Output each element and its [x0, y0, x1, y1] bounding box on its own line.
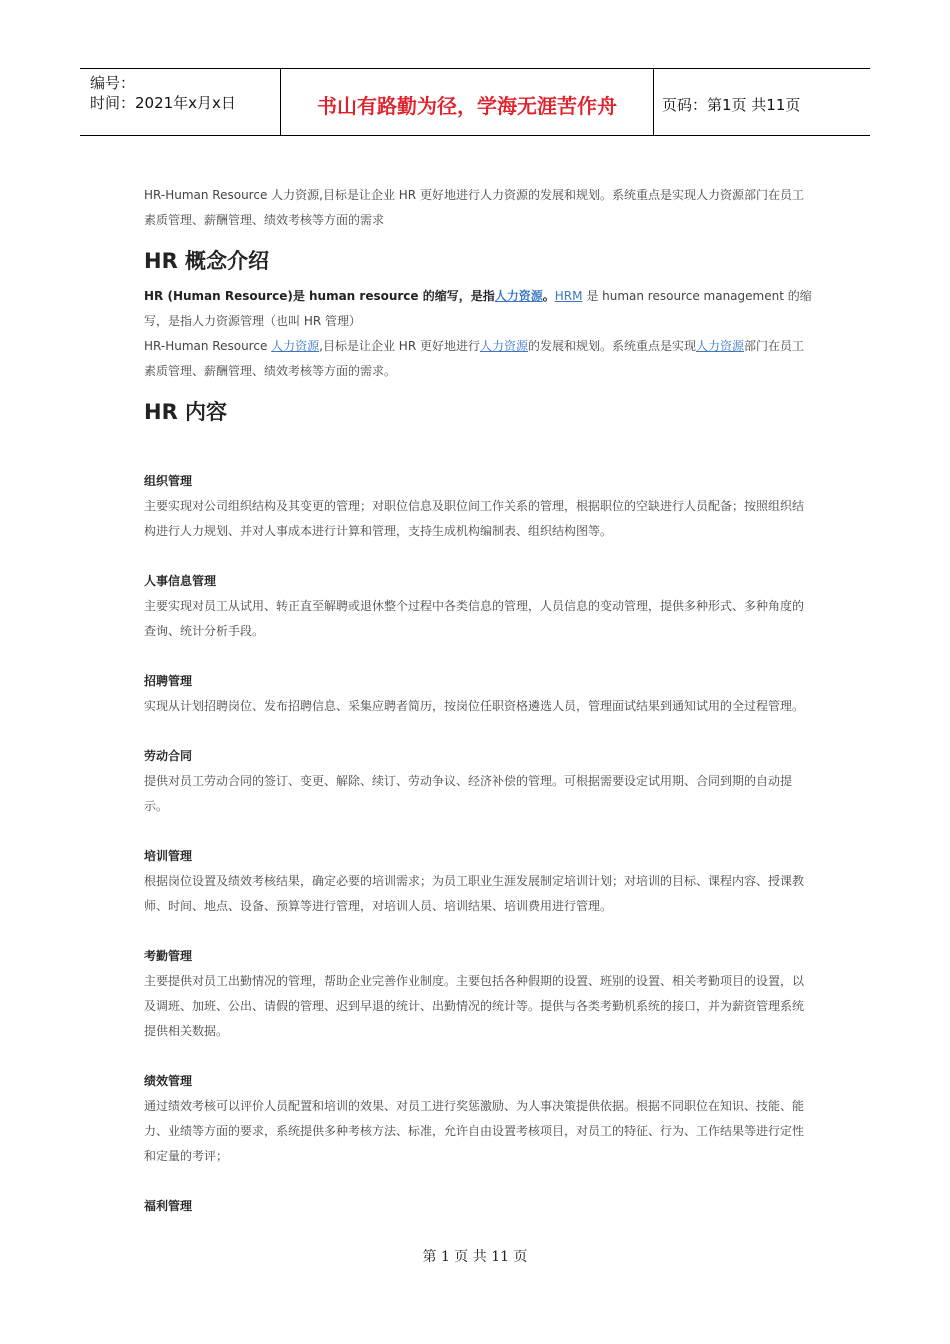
section-training [144, 844, 812, 919]
section-text: 提供对员工劳动合同的签订、变更、解除、续订、劳动争议、经济补偿的管理。可根据需要设定试用期、合同到期的自动提示。 [144, 774, 793, 813]
section-text: 主要实现对公司组织结构及其变更的管理；对职位信息及职位间工作关系的管理，根据职位的空缺进行人员配备；按照组织结构进行人力规划、并对人事成本进行计算和管理，支持生成机构编制表、组织结构图等。 [144, 499, 805, 538]
section-text: 主要提供对员工出勤情况的管理，帮助企业完善作业制度。主要包括各种假期的设置、班别的设置、相关考勤项目的设置，以及调班、加班、公出、请假的管理、迟到早退的统计、出勤情况的统计等。提供与各类考勤机系统的接口，并为薪资管理系统提供相关数据。 [144, 974, 805, 1038]
concept-rest-text: 是 human resource management 的缩写，是指人力资源管理（也叫 HR 管理） [144, 289, 812, 328]
concept-bold-text: HR (Human Resource)是 human resource 的缩写，是指 [144, 289, 495, 303]
section-recruitment [144, 669, 812, 719]
section-attendance [144, 944, 812, 1044]
section-org-management [144, 469, 812, 544]
document-body [144, 183, 812, 1244]
concept-paragraph-2 [144, 334, 812, 384]
header-motto: 书山有路勤为径，学海无涯苦作舟 [281, 69, 654, 135]
section-personnel-info [144, 569, 812, 644]
concept-p2-text-b: ,目标是让企业 HR 更好地进行 [319, 339, 480, 353]
concept-bold-period: 。 [542, 289, 555, 303]
section-title: 组织管理 [144, 474, 193, 488]
section-text: 根据岗位设置及绩效考核结果，确定必要的培训需求；为员工职业生涯发展制定培训计划；对培训的目标、课程内容、授课教师、时间、地点、设备、预算等进行管理，对培训人员、培训结果、培训费用进行管理。 [144, 874, 805, 913]
section-title: 人事信息管理 [144, 574, 217, 588]
section-text: 实现从计划招聘岗位、发布招聘信息、采集应聘者简历，按岗位任职资格遴选人员，管理面试结果到通知试用的全过程管理。 [144, 699, 805, 713]
link-human-resources-3[interactable]: 人力资源 [479, 339, 528, 353]
section-title: 招聘管理 [144, 674, 193, 688]
concept-heading: HR 概念介绍 [144, 249, 270, 273]
document-header [80, 68, 870, 136]
section-performance [144, 1069, 812, 1169]
concept-p2-text-a: HR-Human Resource [144, 339, 272, 353]
concept-paragraph-1 [144, 284, 812, 334]
time-label: 时间：2021年x月x日 [90, 94, 236, 112]
section-labor-contract [144, 744, 812, 819]
section-text: 主要实现对员工从试用、转正直至解聘或退休整个过程中各类信息的管理，人员信息的变动管理，提供多种形式、多种角度的查询、统计分析手段。 [144, 599, 805, 638]
number-label: 编号： [90, 74, 136, 92]
content-heading: HR 内容 [144, 400, 228, 424]
link-human-resources-2[interactable]: 人力资源 [271, 339, 320, 353]
link-hrm[interactable]: HRM [554, 289, 583, 303]
link-human-resources-4[interactable]: 人力资源 [696, 339, 745, 353]
section-welfare [144, 1194, 812, 1219]
section-title: 培训管理 [144, 849, 193, 863]
section-title: 绩效管理 [144, 1074, 193, 1088]
link-human-resources[interactable]: 人力资源 [494, 289, 543, 303]
section-title: 考勤管理 [144, 949, 193, 963]
section-text: 通过绩效考核可以评价人员配置和培训的效果、对员工进行奖惩激励、为人事决策提供依据。根据不同职位在知识、技能、能力、业绩等方面的要求，系统提供多种考核方法、标准，允许自由设置考核项目，对员工的特征、行为、工作结果等进行定性和定量的考评； [144, 1099, 805, 1163]
concept-p2-text-d: 部门在员工素质管理、薪酬管理、绩效考核等方面的需求。 [144, 339, 805, 378]
page-footer: 第 1 页 共 11 页 [422, 1249, 528, 1265]
section-title: 福利管理 [144, 1199, 193, 1213]
section-title: 劳动合同 [144, 749, 193, 763]
concept-p2-text-c: 的发展和规划。系统重点是实现 [528, 339, 697, 353]
intro-paragraph: HR-Human Resource 人力资源,目标是让企业 HR 更好地进行人力资源的发展和规划。系统重点是实现人力资源部门在员工素质管理、薪酬管理、绩效考核等方面的需求 [144, 188, 804, 227]
header-meta [80, 69, 281, 135]
header-page-info: 页码：第1页 共11页 [662, 95, 801, 114]
